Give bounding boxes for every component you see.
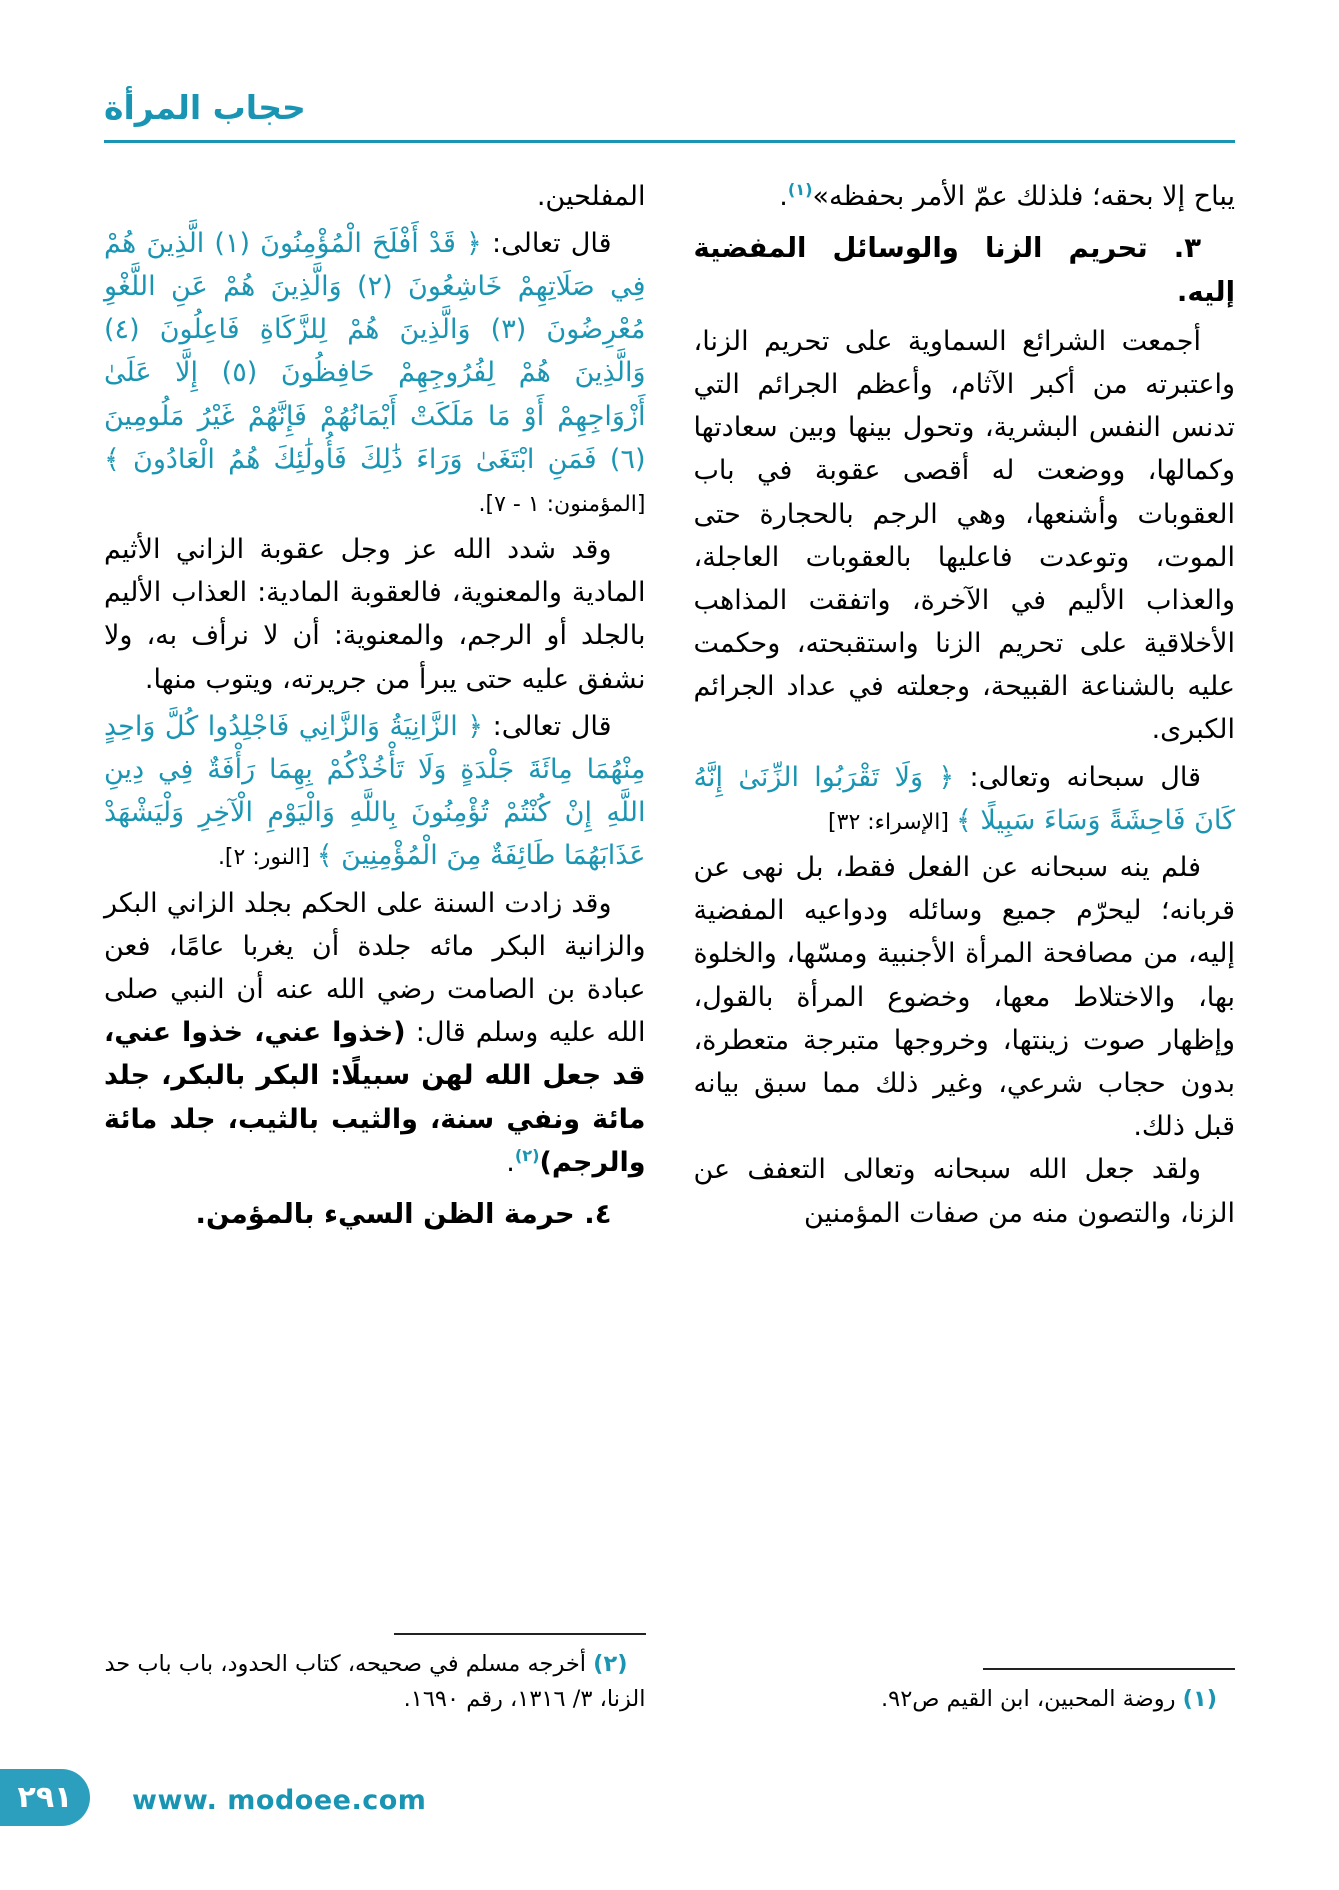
page-number-badge: ٢٩١: [0, 1769, 90, 1826]
body-text: يباح إلا بحقه؛ فلذلك عمّ الأمر بحفظه»: [812, 180, 1235, 212]
quran-verse-isra: ﴿ وَلَا تَقْرَبُوا الزِّنَىٰ إِنَّهُ كَانَ فَاحِشَةً وَسَاءَ سَبِيلًا ﴾: [693, 761, 1235, 836]
paragraph-body: ولقد جعل الله سبحانه وتعالى التعفف عن الزنا، والتصون منه من صفات المؤمنين: [693, 1154, 1235, 1229]
section-heading-3: ٣. تحريم الزنا والوسائل المفضية إليه.: [693, 231, 1235, 308]
column-left: [104, 175, 646, 1727]
verse-reference: [النور: ٢].: [217, 845, 317, 871]
chapter-title-calligraphy: حجاب المرأة: [104, 88, 306, 127]
paragraph-hadith: [104, 882, 646, 1184]
paragraph-quran: [104, 222, 646, 524]
column-right: [694, 175, 1236, 1727]
footnote-number: (١): [1182, 1685, 1217, 1712]
footnote-marker-1: (١): [787, 179, 813, 199]
page-header: [104, 88, 1235, 143]
paragraph-body: أجمعت الشرائع السماوية على تحريم الزنا، واعتبرته من أكبر الآثام، وأعظم الجرائم التي تدنس النفس البشرية، وتحول بينها وبين سعادتها وكمالها، ووضعت له أقصى عقوبة في باب العقوبات وأشنعها، وهي الرجم بالحجارة حتى الموت، وتوعدت فاعليها بالعقوبات العاجلة، والعذاب الأليم في الآخرة، واتفقت المذاهب الأخلاقية على تحريم الزنا واستقبحته، وحكمت عليه بالشناعة القبيحة، وجعلته في عداد الجرائم الكبرى.: [693, 325, 1235, 746]
paragraph-quran: [104, 705, 646, 878]
hadith-text: (خذوا عني، خذوا عني، قد جعل الله لهن سبيلًا: البكر بالبكر، جلد مائة ونفي سنة، والثيب بالثيب، جلد مائة والرجم): [104, 1017, 646, 1178]
footnote-text: [104, 1647, 646, 1717]
footnote-marker-2: (٢): [514, 1145, 540, 1165]
footnote-divider: [394, 1633, 646, 1635]
footnote-text: [694, 1682, 1236, 1717]
paragraph-continuation: المفلحين.: [536, 180, 646, 212]
quran-lead: قال تعالى:: [481, 227, 612, 259]
quran-lead: قال سبحانه وتعالى:: [954, 761, 1202, 793]
paragraph-quran: [694, 756, 1236, 842]
body-text: .: [779, 180, 788, 212]
footnote-number: (٢): [593, 1650, 628, 1677]
footnote-block-left: [104, 1633, 646, 1727]
footnote-body: أخرجه مسلم في صحيحه، كتاب الحدود، باب باب حد الزنا، ٣/ ١٣١٦، رقم ١٦٩٠.: [104, 1650, 646, 1712]
text-columns: [104, 175, 1235, 1727]
footnote-divider: [983, 1668, 1235, 1670]
verse-reference: [المؤمنون: ١ - ٧].: [478, 491, 646, 517]
body-text: .: [506, 1146, 515, 1178]
website-url: www. modoee.com: [132, 1785, 427, 1816]
paragraph-continuation: [694, 175, 1236, 218]
verse-reference: [الإسراء: ٣٢]: [828, 809, 956, 835]
body-text: وقد زادت السنة على الحكم بجلد الزاني البكر والزانية البكر مائه جلدة أن يغربا عامًا، فعن عبادة بن الصامت رضي الله عنه أن النبي صلى الله عليه وسلم قال:: [104, 887, 646, 1049]
quran-verse-muminun: ﴿ قَدْ أَفْلَحَ الْمُؤْمِنُونَ (١) الَّذِينَ هُمْ فِي صَلَاتِهِمْ خَاشِعُونَ (٢) وَالَّذِينَ هُمْ عَنِ اللَّغْوِ مُعْرِضُونَ (٣) وَالَّذِينَ هُمْ لِلزَّكَاةِ فَاعِلُونَ (٤) وَالَّذِينَ هُمْ لِفُرُوجِهِمْ حَافِظُونَ (٥) إِلَّا عَلَىٰ أَزْوَاجِهِمْ أَوْ مَا مَلَكَتْ أَيْمَانُهُمْ فَإِنَّهُمْ غَيْرُ مَلُومِينَ (٦) فَمَنِ ابْتَغَىٰ وَرَاءَ ذَٰلِكَ فَأُولَٰئِكَ هُمُ الْعَادُونَ ﴾: [104, 227, 646, 475]
section-heading-4: ٤. حرمة الظن السيء بالمؤمن.: [195, 1197, 612, 1230]
paragraph-body: وقد شدد الله عز وجل عقوبة الزاني الأثيم المادية والمعنوية، فالعقوبة المادية: العذاب الأليم بالجلد أو الرجم، والمعنوية: أن لا نرأف به، ولا نشفق عليه حتى يبرأ من جريرته، ويتوب منها.: [104, 534, 646, 695]
footnote-body: روضة المحبين، ابن القيم ص٩٢.: [880, 1685, 1183, 1712]
header-divider-rule: [104, 140, 1235, 143]
quran-verse-nur: ﴿ الزَّانِيَةُ وَالزَّانِي فَاجْلِدُوا كُلَّ وَاحِدٍ مِنْهُمَا مِائَةَ جَلْدَةٍ وَلَا تَأْخُذْكُمْ بِهِمَا رَأْفَةٌ فِي دِينِ اللَّهِ إِنْ كُنْتُمْ تُؤْمِنُونَ بِاللَّهِ وَالْيَوْمِ الْآخِرِ وَلْيَشْهَدْ عَذَابَهُمَا طَائِفَةٌ مِنَ الْمُؤْمِنِينَ ﴾: [104, 710, 646, 872]
quran-lead: قال تعالى:: [483, 710, 612, 742]
paragraph-body: فلم ينه سبحانه عن الفعل فقط، بل نهى عن قربانه؛ ليحرّم جميع وسائله ودواعيه المفضية إليه، من مصافحة المرأة الأجنبية ومسّها، والخلوة بها، والاختلاط معها، وخضوع المرأة بالقول، وإظهار صوت زينتها، وخروجها متبرجة متعطرة، بدون حجاب شرعي، وغير ذلك مما سبق بيانه قبل ذلك.: [693, 852, 1235, 1143]
footnote-block-right: [694, 1668, 1236, 1727]
